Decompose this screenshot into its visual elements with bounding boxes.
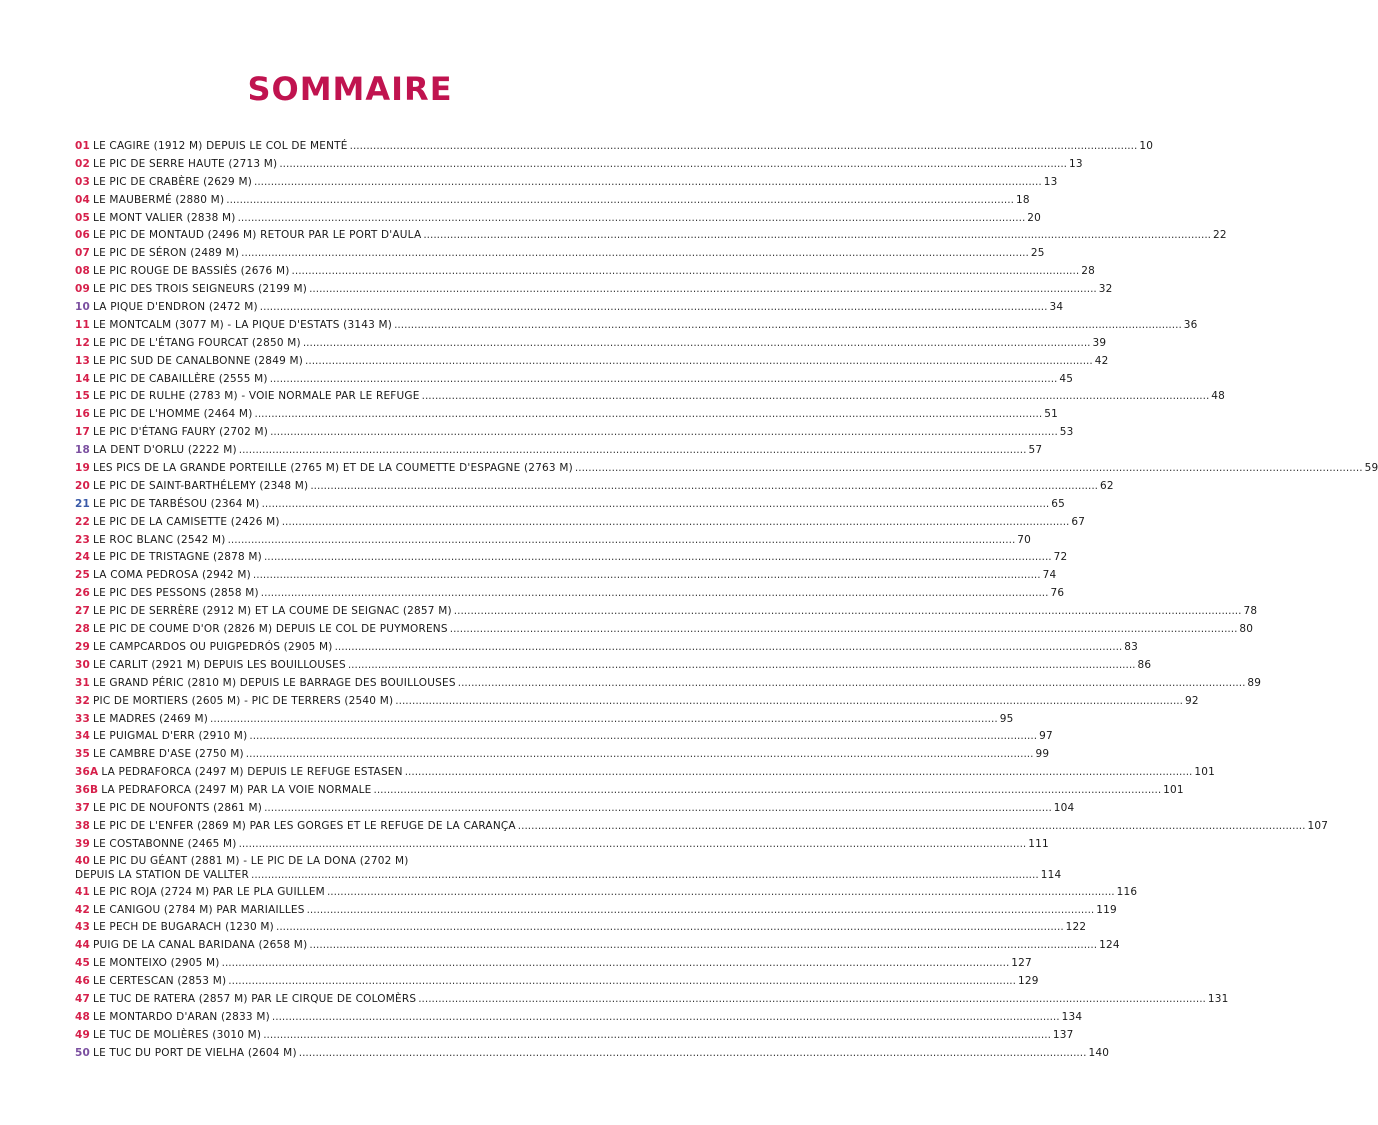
toc-entry-label: LE PIC DE LA CAMISETTE (2426 M): [93, 515, 280, 528]
toc-entry-number: 21: [75, 497, 91, 510]
toc-entry-label: PIC DE MORTIERS (2605 M) - PIC DE TERRERS (2540 M): [93, 694, 394, 707]
toc-entry[interactable]: [75, 496, 1066, 514]
toc-entry[interactable]: [75, 317, 1198, 335]
toc-entry-label: LE TUC DU PORT DE VIELHA (2604 M): [93, 1046, 297, 1059]
toc-entry-label: LE MONT VALIER (2838 M): [93, 211, 236, 224]
toc-entry[interactable]: [75, 549, 1068, 567]
dot-leader: [309, 937, 1097, 955]
dot-leader: [422, 388, 1210, 406]
toc-entry[interactable]: [75, 460, 1378, 478]
toc-entry-number: 10: [75, 301, 91, 314]
toc-entry-number: 47: [75, 992, 91, 1005]
dot-leader: [276, 919, 1064, 937]
toc-entry-page: 20: [1027, 211, 1042, 224]
toc-entry-page: 101: [1194, 766, 1216, 779]
dot-leader: [292, 263, 1080, 281]
toc-entry-label: LA PIQUE D'ENDRON (2472 M): [93, 301, 258, 314]
toc-entry[interactable]: [75, 371, 1074, 389]
toc-entry-page: 111: [1028, 837, 1049, 850]
toc-entry-number: 30: [75, 658, 91, 671]
dot-leader: [299, 1045, 1087, 1063]
toc-entry-page: 92: [1184, 694, 1199, 707]
toc-entry-number: 06: [75, 229, 91, 242]
toc-entry[interactable]: [75, 746, 1050, 764]
toc-entry[interactable]: [75, 424, 1074, 442]
toc-entry-number: 36A: [75, 766, 99, 779]
toc-entry-number: 39: [75, 837, 91, 850]
toc-entry-number: 22: [75, 515, 91, 528]
dot-leader: [249, 728, 1037, 746]
toc-entry[interactable]: [75, 1009, 1083, 1027]
toc-entry-label: LE PIC DE CRABÈRE (2629 M): [93, 175, 252, 188]
toc-entry-page: 74: [1042, 569, 1057, 582]
toc-entry[interactable]: [75, 388, 1226, 406]
toc-entry-label: LE MONTEIXO (2905 M): [93, 957, 220, 970]
toc-entry-number: 16: [75, 408, 91, 421]
toc-entry-number: 19: [75, 462, 91, 475]
toc-entry-page: 107: [1307, 819, 1329, 832]
toc-entry-label: LE PIC DE MONTAUD (2496 M) RETOUR PAR LE PORT D'AULA: [93, 229, 422, 242]
toc-entry-page: 45: [1059, 372, 1074, 385]
toc-entry-number: 42: [75, 903, 91, 916]
toc-entry[interactable]: [75, 442, 1043, 460]
toc-entry-number: 05: [75, 211, 91, 224]
toc-entry-number: 28: [75, 623, 91, 636]
toc-entry-number: 20: [75, 479, 91, 492]
dot-leader: [238, 210, 1026, 228]
dot-leader: [309, 281, 1097, 299]
toc-entry-label: LE CAMBRE D'ASE (2750 M): [93, 748, 244, 761]
dot-leader: [418, 991, 1206, 1009]
toc-entry-page: 39: [1092, 336, 1107, 349]
toc-entry-label: LE PIC DE TRISTAGNE (2878 M): [93, 551, 262, 564]
toc-entry-page: 140: [1088, 1046, 1110, 1059]
dot-leader: [450, 621, 1238, 639]
toc-entry[interactable]: [75, 478, 1114, 496]
toc-entry-label-continued: DEPUIS LA STATION DE VALLTER: [75, 868, 249, 881]
toc-entry-page: 28: [1081, 265, 1095, 278]
toc-entry-page: 134: [1061, 1010, 1083, 1023]
toc-entry[interactable]: [75, 621, 1254, 639]
dot-leader: [518, 818, 1306, 836]
toc-entry[interactable]: [75, 138, 1154, 156]
toc-entry-number: 03: [75, 175, 91, 188]
toc-entry-label: LE CERTESCAN (2853 M): [93, 975, 227, 988]
toc-entry-label: LE PIC DE SAINT-BARTHÉLEMY (2348 M): [93, 479, 309, 492]
dot-leader: [261, 585, 1049, 603]
dot-leader: [270, 371, 1058, 389]
toc-entry-number: 17: [75, 426, 91, 439]
toc-entry[interactable]: [75, 991, 1229, 1009]
toc-entry-page: 32: [1098, 283, 1113, 296]
toc-entry-page: 95: [999, 712, 1014, 725]
toc-entry-number: 13: [75, 354, 91, 367]
dot-leader: [264, 800, 1052, 818]
toc-entry-page: 124: [1099, 939, 1120, 952]
toc-entry-page: 116: [1116, 885, 1138, 898]
toc-entry-label: LE PIC ROUGE DE BASSIÈS (2676 M): [93, 265, 290, 278]
toc-entry-label: LE CANIGOU (2784 M) PAR MARIAILLES: [93, 903, 305, 916]
toc-entry[interactable]: [75, 1027, 1074, 1045]
toc-entry[interactable]: [75, 937, 1120, 955]
toc-entry-number: 12: [75, 336, 91, 349]
toc-entry-number: 14: [75, 372, 91, 385]
toc-entry-page: 97: [1039, 730, 1053, 743]
toc-entry-label: LA PEDRAFORCA (2497 M) DEPUIS LE REFUGE ESTASEN: [101, 766, 403, 779]
toc-entry-number: 02: [75, 157, 91, 170]
dot-leader: [228, 532, 1016, 550]
dot-leader: [226, 192, 1014, 210]
dot-leader: [305, 353, 1093, 371]
toc-entry-number: 27: [75, 605, 91, 618]
toc-entry-label: LE PIC DE COUME D'OR (2826 M) DEPUIS LE COL DE PUYMORENS: [93, 623, 448, 636]
toc-entry-number: 43: [75, 921, 91, 934]
toc-entry-label: LE MAUBERMÉ (2880 M): [93, 193, 225, 206]
dot-leader: [255, 406, 1043, 424]
toc-entry-number: 08: [75, 265, 91, 278]
toc-entry[interactable]: [75, 657, 1152, 675]
dot-leader: [251, 868, 1039, 882]
toc-entry[interactable]: [75, 585, 1065, 603]
toc-entry-number: 26: [75, 587, 91, 600]
toc-entry-label: LE PIC DE CABAILLÈRE (2555 M): [93, 372, 268, 385]
toc-entry-number: 48: [75, 1010, 91, 1023]
dot-leader: [264, 549, 1052, 567]
dot-leader: [282, 514, 1070, 532]
toc-entry-number: 29: [75, 640, 91, 653]
toc-entry-page: 127: [1011, 957, 1032, 970]
toc-entry-label: LA PEDRAFORCA (2497 M) PAR LA VOIE NORMALE: [101, 784, 372, 797]
dot-leader: [348, 657, 1136, 675]
toc-entry[interactable]: [75, 639, 1139, 657]
toc-entry-number: 35: [75, 748, 91, 761]
toc-entry[interactable]: [75, 567, 1057, 585]
toc-entry-number: 07: [75, 247, 91, 260]
dot-leader: [423, 227, 1211, 245]
toc-entry-number: 24: [75, 551, 91, 564]
toc-entry[interactable]: [75, 764, 1216, 782]
toc-entry[interactable]: [75, 263, 1095, 281]
toc-entry-page: 34: [1049, 301, 1064, 314]
toc-entry-number: 11: [75, 318, 91, 331]
toc-entry-label: LE CAGIRE (1912 M) DEPUIS LE COL DE MENTÉ: [93, 140, 348, 152]
toc-entry[interactable]: [75, 335, 1107, 353]
toc-entry-label: LA DENT D'ORLU (2222 M): [93, 444, 237, 457]
toc-entry-number: 25: [75, 569, 91, 582]
toc-entry-page: 18: [1015, 193, 1030, 206]
toc-entry[interactable]: [75, 156, 1083, 174]
dot-leader: [254, 174, 1042, 192]
toc-entry-label: LE GRAND PÉRIC (2810 M) DEPUIS LE BARRAGE DES BOUILLOUSES: [93, 676, 456, 689]
toc-entry[interactable]: [75, 782, 1184, 800]
toc-entry-label: LE PIC DE SERRE HAUTE (2713 M): [93, 157, 278, 170]
toc-entry-page: 83: [1124, 640, 1139, 653]
toc-entry-page: 119: [1096, 903, 1117, 916]
dot-leader: [222, 955, 1010, 973]
toc-entry-page: 76: [1050, 587, 1065, 600]
toc-entry-page: 36: [1183, 318, 1198, 331]
toc-entry-number: 09: [75, 283, 91, 296]
toc-entry[interactable]: [75, 532, 1032, 550]
toc-entry[interactable]: [75, 973, 1039, 991]
table-of-contents: [75, 138, 1378, 1063]
toc-entry-label: LE PECH DE BUGARACH (1230 M): [93, 921, 274, 934]
dot-leader: [405, 764, 1193, 782]
toc-entry-number: 32: [75, 694, 91, 707]
toc-entry-label: LE PIC DE TARBÉSOU (2364 M): [93, 497, 260, 510]
toc-entry-page: 53: [1059, 426, 1074, 439]
dot-leader: [263, 1027, 1051, 1045]
toc-entry-page: 48: [1211, 390, 1226, 403]
dot-leader: [394, 317, 1182, 335]
toc-entry-label: LE TUC DE MOLIÈRES (3010 M): [93, 1028, 262, 1041]
toc-entry-page: 99: [1035, 748, 1050, 761]
toc-entry-page: 89: [1247, 676, 1262, 689]
toc-entry[interactable]: [75, 800, 1075, 818]
toc-entry-label: LE COSTABONNE (2465 M): [93, 837, 237, 850]
toc-entry-page: 78: [1243, 605, 1258, 618]
toc-entry[interactable]: [75, 728, 1053, 746]
toc-entry-label: LE PIC DE L'ENFER (2869 M) PAR LES GORGES ET LE REFUGE DE LA CARANÇA: [93, 819, 516, 832]
toc-entry[interactable]: [75, 227, 1227, 245]
toc-entry-number: 45: [75, 957, 91, 970]
toc-entry[interactable]: [75, 711, 1014, 729]
dot-leader: [270, 424, 1058, 442]
toc-entry[interactable]: [75, 693, 1199, 711]
toc-entry[interactable]: [75, 818, 1329, 836]
toc-entry-page: 72: [1053, 551, 1068, 564]
toc-entry-label: LES PICS DE LA GRANDE PORTEILLE (2765 M) ET DE LA COUMETTE D'ESPAGNE (2763 M): [93, 462, 573, 475]
toc-entry-number: 41: [75, 885, 91, 898]
toc-entry-number: 33: [75, 712, 91, 725]
toc-entry-page: 137: [1052, 1028, 1074, 1041]
toc-entry-label: LE PIC DE SÉRON (2489 M): [93, 247, 240, 260]
toc-entry[interactable]: [75, 406, 1058, 424]
toc-entry-page: 122: [1065, 921, 1087, 934]
toc-entry-page: 101: [1163, 784, 1184, 797]
toc-entry[interactable]: [75, 1045, 1110, 1063]
toc-entry[interactable]: [75, 281, 1113, 299]
toc-entry[interactable]: [75, 210, 1042, 228]
toc-entry[interactable]: [75, 854, 1062, 884]
dot-leader: [239, 836, 1027, 854]
toc-entry-label: LE PIC SUD DE CANALBONNE (2849 M): [93, 354, 304, 367]
toc-entry-number: 34: [75, 730, 91, 743]
toc-entry-label: LE CARLIT (2921 M) DEPUIS LES BOUILLOUSES: [93, 658, 346, 671]
toc-entry-number: 40: [75, 854, 91, 867]
toc-entry[interactable]: [75, 299, 1064, 317]
toc-entry[interactable]: [75, 836, 1049, 854]
dot-leader: [241, 245, 1029, 263]
toc-entry-number: 49: [75, 1028, 91, 1041]
toc-entry-label: LA COMA PEDROSA (2942 M): [93, 569, 251, 582]
toc-entry[interactable]: [75, 245, 1045, 263]
toc-entry-number: 23: [75, 533, 91, 546]
toc-entry-page: 10: [1139, 140, 1154, 152]
toc-entry-page: 51: [1044, 408, 1058, 421]
toc-entry-page: 62: [1100, 479, 1114, 492]
toc-entry-page: 80: [1239, 623, 1254, 636]
toc-entry-number: 44: [75, 939, 91, 952]
dot-leader: [246, 746, 1034, 764]
toc-entry-page: 131: [1207, 992, 1229, 1005]
toc-entry-number: 04: [75, 193, 91, 206]
toc-entry-label: LE PIC DE L'ÉTANG FOURCAT (2850 M): [93, 336, 301, 349]
dot-leader: [253, 567, 1041, 585]
toc-entry-label: LE PIC DES TROIS SEIGNEURS (2199 M): [93, 283, 308, 296]
toc-entry-label: LE PIC DES PESSONS (2858 M): [93, 587, 259, 600]
toc-entry-label: LE PIC DE NOUFONTS (2861 M): [93, 801, 263, 814]
toc-entry-page: 13: [1069, 157, 1083, 170]
toc-entry-page: 129: [1017, 975, 1039, 988]
toc-entry-page: 114: [1040, 868, 1062, 881]
toc-entry-label: LE PIC DE SERRÈRE (2912 M) ET LA COUME DE SEIGNAC (2857 M): [93, 605, 452, 618]
toc-entry-label: LE CAMPCARDOS OU PUIGPEDRÓS (2905 M): [93, 640, 333, 653]
dot-leader: [228, 973, 1016, 991]
toc-entry[interactable]: [75, 884, 1138, 902]
dot-leader: [458, 675, 1246, 693]
toc-entry-page: 13: [1043, 175, 1058, 188]
toc-entry[interactable]: [75, 353, 1109, 371]
page-title: SOMMAIRE: [247, 70, 453, 108]
toc-entry-label: LE PUIGMAL D'ERR (2910 M): [93, 730, 248, 743]
dot-leader: [350, 138, 1138, 156]
toc-entry[interactable]: [75, 514, 1086, 532]
toc-entry-label: LE MONTCALM (3077 M) - LA PIQUE D'ESTATS (3143 M): [93, 318, 393, 331]
toc-entry[interactable]: [75, 174, 1058, 192]
toc-entry-page: 104: [1053, 801, 1075, 814]
toc-entry-page: 70: [1017, 533, 1032, 546]
toc-entry-label: LE MADRES (2469 M): [93, 712, 209, 725]
toc-entry-label: LE PIC DE RULHE (2783 M) - VOIE NORMALE PAR LE REFUGE: [93, 390, 420, 403]
toc-entry-number: 36B: [75, 784, 99, 797]
toc-entry-page: 42: [1094, 354, 1109, 367]
toc-entry[interactable]: [75, 192, 1030, 210]
toc-entry-label: LE ROC BLANC (2542 M): [93, 533, 226, 546]
dot-leader: [373, 782, 1161, 800]
dot-leader: [262, 496, 1050, 514]
toc-entry-number: 18: [75, 444, 91, 457]
toc-entry-page: 67: [1071, 515, 1086, 528]
toc-entry[interactable]: [75, 603, 1258, 621]
toc-entry-number: 37: [75, 801, 91, 814]
toc-entry[interactable]: [75, 675, 1262, 693]
toc-entry-page: 25: [1030, 247, 1045, 260]
toc-entry-label: LE PIC DE L'HOMME (2464 M): [93, 408, 253, 421]
toc-entry[interactable]: [75, 919, 1087, 937]
toc-entry-label: LE PIC D'ÉTANG FAURY (2702 M): [93, 426, 269, 439]
toc-entry-number: 46: [75, 975, 91, 988]
toc-entry[interactable]: [75, 955, 1032, 973]
dot-leader: [310, 478, 1098, 496]
dot-leader: [239, 442, 1027, 460]
toc-entry-label: LE PIC DU GÉANT (2881 M) - LE PIC DE LA DONA (2702 M): [93, 854, 409, 867]
dot-leader: [575, 460, 1363, 478]
toc-entry-label: LE PIC ROJA (2724 M) PAR LE PLA GUILLEM: [93, 885, 325, 898]
dot-leader: [327, 884, 1115, 902]
toc-entry-label: PUIG DE LA CANAL BARIDANA (2658 M): [93, 939, 308, 952]
dot-leader: [210, 711, 998, 729]
toc-entry-page: 59: [1364, 462, 1378, 475]
toc-entry-label: LE MONTARDO D'ARAN (2833 M): [93, 1010, 270, 1023]
dot-leader: [454, 603, 1242, 621]
toc-entry-number: 01: [75, 140, 91, 152]
dot-leader: [279, 156, 1067, 174]
toc-entry-number: 31: [75, 676, 91, 689]
dot-leader: [260, 299, 1048, 317]
toc-entry-label: LE TUC DE RATERA (2857 M) PAR LE CIRQUE DE COLOMÈRS: [93, 992, 417, 1005]
toc-entry-page: 65: [1051, 497, 1066, 510]
toc-entry-page: 86: [1137, 658, 1152, 671]
toc-entry-number: 15: [75, 390, 91, 403]
dot-leader: [395, 693, 1183, 711]
toc-entry[interactable]: [75, 902, 1117, 920]
dot-leader: [303, 335, 1091, 353]
dot-leader: [335, 639, 1123, 657]
dot-leader: [307, 902, 1095, 920]
dot-leader: [272, 1009, 1060, 1027]
toc-entry-page: 22: [1213, 229, 1227, 242]
toc-entry-page: 57: [1028, 444, 1043, 457]
toc-entry-number: 50: [75, 1046, 91, 1059]
toc-entry-number: 38: [75, 819, 91, 832]
